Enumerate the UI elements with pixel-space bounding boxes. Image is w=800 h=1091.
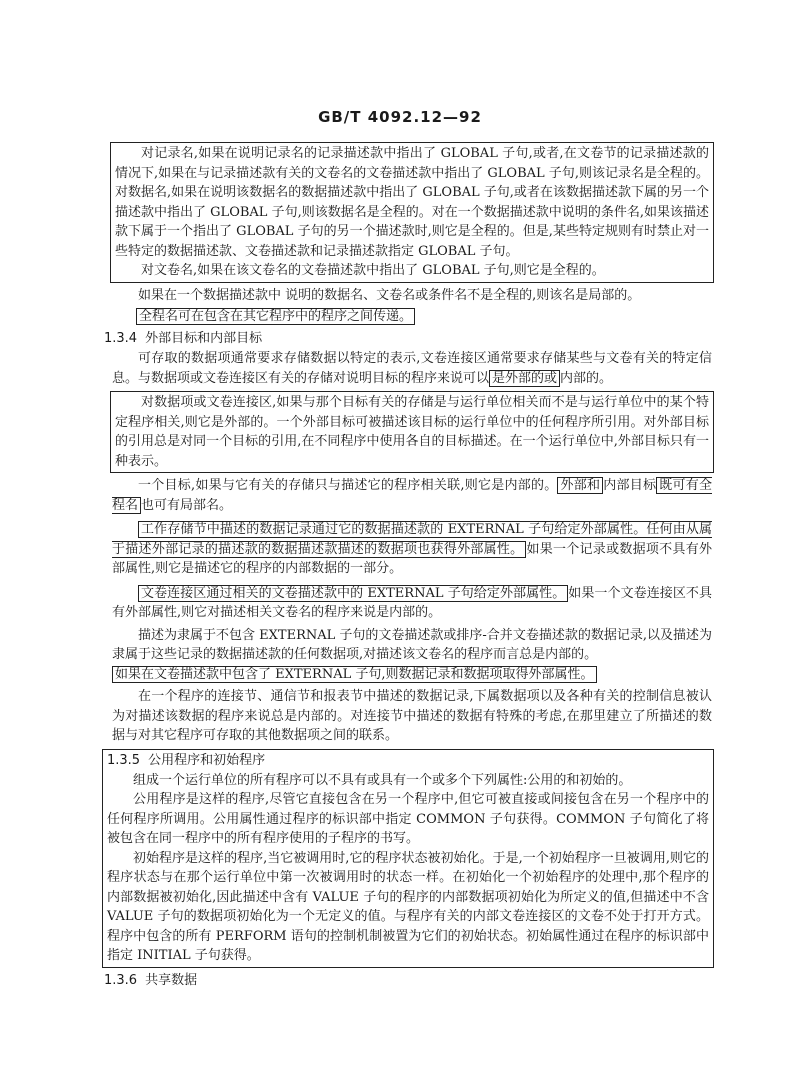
working-storage-box: 工作存储节中描述的数据记录通过它的数据描述款的 EXTERNAL 子句给定外部属性。任何由从属于描述外部记录的描述款的数据描述款描述的数据项也获得外部属性。 <box>112 522 712 557</box>
section-number: 1.3.5 <box>107 752 141 768</box>
section-1-3-5-box <box>102 749 714 968</box>
common-program-paragraph: 公用程序是这样的程序,尽管它直接包含在另一个程序中,但它可被直接或间接包含在另一个程序中的任何程序所调用。公用属性通过程序的标识部中指定 COMMON 子句获得。COMMON 子句简化了将被包含在同一程序中的所有程序使用的子程序的书写。 <box>107 792 709 846</box>
external-clause-line <box>112 665 712 685</box>
internal-object-paragraph: 一个目标,如果与它有关的存储只与描述它的程序相关联,则它是内部的。 外部和 内部目标 既可有全程名 也可有局部名。 <box>112 478 712 513</box>
global-pass-box: 全程名可在包含在其它程序中的程序之间传递。 <box>136 308 415 325</box>
external-object-box <box>110 391 714 473</box>
file-connector-box: 文卷连接区通过相关的文卷描述款中的 EXTERNAL 子句给定外部属性。 <box>138 585 568 602</box>
section-title: 公用程序和初始程序 <box>148 752 266 768</box>
external-object-paragraph: 对数据项或文卷连接区,如果与那个目标有关的存储是与运行单位相关而不是与运行单位中的某个特定程序相关,则它是外部的。一个外部目标可被描述该目标的运行单位中的任何程序所引用。对外部目标的引用总是对同一个目标的引用,在不同程序中使用各自的目标描述。在一个运行单位中,外部目标只有一种表示。 <box>115 395 709 469</box>
local-name-paragraph: 如果在一个数据描述款中 说明的数据名、文卷名或条件名不是全程的,则该名是局部的。 <box>138 287 641 303</box>
external-or-box: 是外部的或 <box>489 370 560 387</box>
page-header-standard-code: GB/T 4092.12—92 <box>318 108 482 126</box>
external-clause-box: 如果在文卷描述款中包含了 EXTERNAL 子句,则数据记录和数据项取得外部属性。 <box>112 666 597 683</box>
section-title: 外部目标和内部目标 <box>145 331 263 346</box>
section-number: 1.3.4 <box>104 331 138 346</box>
section-1-3-6-heading <box>104 971 712 991</box>
section-number: 1.3.6 <box>104 972 138 988</box>
initial-program-paragraph: 初始程序是这样的程序,当它被调用时,它的程序状态被初始化。于是,一个初始程序一旦被调用,则它的程序状态与在那个运行单位中第一次被调用时的状态一样。在初始化一个初始程序的处理中,那个程序的内部数据被初始化,因此描述中含有 VALUE 子句的程序的内部数据项初始化为所定义的值,但描述中不含 VALUE 子句的数据项初始化为一个无定义的值。与程序有关的内部文卷连接区的文卷不处于打开方式。程序中包含的所有 PERFORM 语句的控制机制被置为它们的初始状态。初始属性通过在程序的标识部中指定 INITIAL 子句获得。 <box>107 850 709 963</box>
file-connector-paragraph: 文卷连接区通过相关的文卷描述款中的 EXTERNAL 子句给定外部属性。 如果一个文卷连接区不具有外部属性,则它对描述相关文卷名的程序来说是内部的。 <box>112 585 712 620</box>
global-file-paragraph: 对文卷名,如果在该文卷名的文卷描述款中指出了 GLOBAL 子句,则它是全程的。 <box>141 263 605 278</box>
section-1-3-4-heading <box>104 329 712 349</box>
global-record-paragraph: 对记录名,如果在说明记录名的记录描述款中指出了 GLOBAL 子句,或者,在文卷节的记录描述款的情况下,如果在与记录描述款有关的文卷名的文卷描述款中指出了 GLOBAL 子句,则该记录名是全程的。对数据名,如果在说明该数据名的数据描述款中指出了 GLOBAL 子句,或者在该数据描述款下属的另一个描述款中指出了 GLOBAL 子句,则该数据名是全程的。对在一个数据描述款中说明的条件名,如果该描述款下属于一个指出了 GLOBAL 子句的另一个描述款时,则它是全程的。但是,某些特定规则有时禁止对一些特定的数据描述款、文卷描述款和记录描述款指定 GLOBAL 子句。 <box>115 146 709 259</box>
linkage-paragraph: 在一个程序的连接节、通信节和报表节中描述的数据记录,下属数据项以及各种有关的控制信息被认为对描述该数据的程序来说总是内部的。对连接节中描述的数据有特殊的考虑,在那里建立了所描述的数据与对其它程序可存取的其他数据项之间的联系。 <box>112 689 712 743</box>
global-name-inline-box: 既可有全程名 <box>112 478 712 513</box>
section-title: 共享数据 <box>145 972 198 988</box>
global-name-box <box>110 142 714 283</box>
description-paragraph: 描述为隶属于不包含 EXTERNAL 子句的文卷描述款或排序-合并文卷描述款的数据记录,以及描述为隶属于这些记录的数据描述款的任何数据项,对描述该文卷名的程序而言总是内部的。 <box>112 627 712 662</box>
external-and-box: 外部和 <box>557 477 603 494</box>
section-1-3-5-heading <box>107 751 709 771</box>
page-body <box>104 142 712 991</box>
working-storage-paragraph: 工作存储节中描述的数据记录通过它的数据描述款的 EXTERNAL 子句给定外部属性。任何由从属于描述外部记录的描述款的数据描述款描述的数据项也获得外部属性。 如果一个记录或数据项不具有外部属性,则它是描述它的程序的内部数据的一部分。 <box>112 522 712 576</box>
program-attributes-paragraph: 组成一个运行单位的所有程序可以不具有或具有一个或多个下列属性:公用的和初始的。 <box>133 772 632 788</box>
storage-paragraph: 可存取的数据项通常要求存储数据以特定的表示,文卷连接区通常要求存储某些与文卷有关的特定信息。与数据项或文卷连接区有关的存储对说明目标的程序来说可以 是外部的或 内部的。 <box>112 351 712 386</box>
